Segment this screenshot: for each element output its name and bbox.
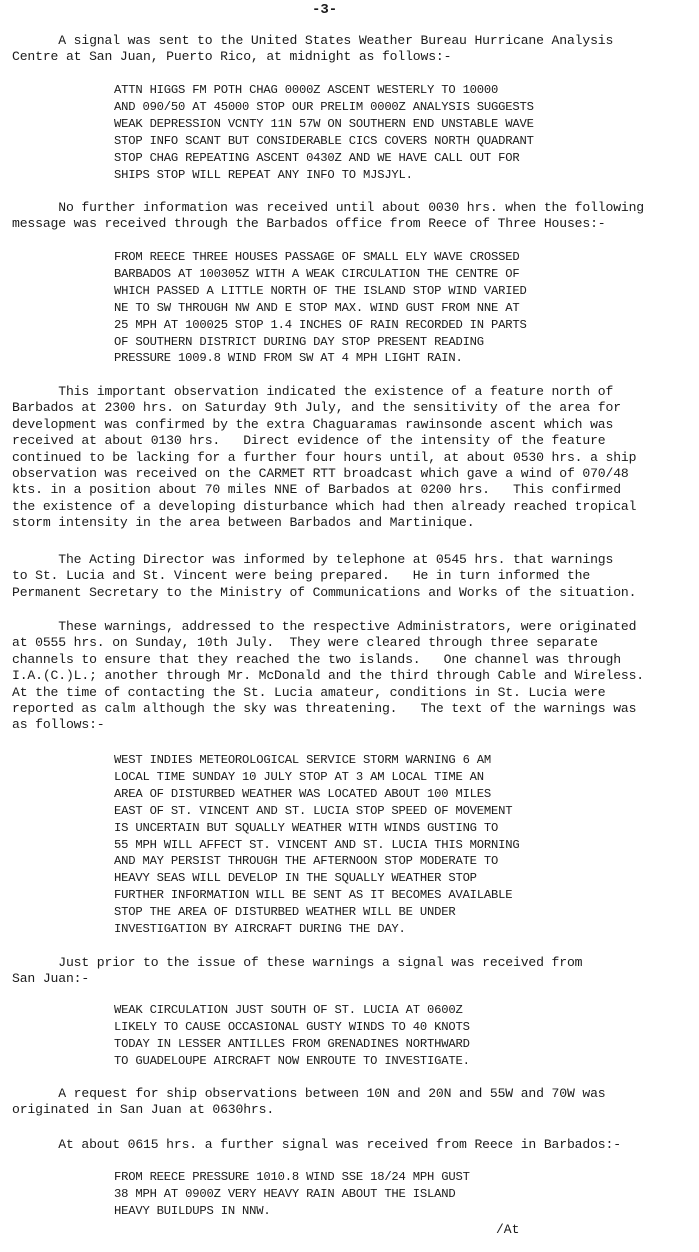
paragraph-acting-director: The Acting Director was informed by telephone at 0545 hrs. that warnings to St. Lucia and St. Vincent were being prepared. He in turn informed the Permanent Secretary to the Ministry of Communications and Works of the situation. <box>12 552 637 600</box>
message-reece-three-houses: FROM REECE THREE HOUSES PASSAGE OF SMALL ELY WAVE CROSSED BARBADOS AT 100305Z WITH A WEAK CIRCULATION THE CENTRE OF WHICH PASSED A LITTLE NORTH OF THE ISLAND STOP WIND VARIED NE TO SW THROUGH NW AND E STOP MAX. WIND GUST FROM NNE AT 25 MPH AT 100025 STOP 1.4 INCHES OF RAIN RECORDED IN PARTS OF SOUTHERN DISTRICT DURING DAY STOP PRESENT READING PRESSURE 1009.8 WIND FROM SW AT 4 MPH LIGHT RAIN. <box>114 250 527 366</box>
continuation-marker: /At <box>496 1222 520 1237</box>
message-attn-higgs: ATTN HIGGS FM POTH CHAG 0000Z ASCENT WESTERLY TO 10000 AND 090/50 AT 45000 STOP OUR PRELIM 0000Z ANALYSIS SUGGESTS WEAK DEPRESSION VCNTY 11N 57W ON SOUTHERN END UNSTABLE WAVE STOP INFO SCANT BUT CONSIDERABLE CICS COVERS NORTH QUADRANT STOP CHAG REPEATING ASCENT 0430Z AND WE HAVE CALL OUT FOR SHIPS STOP WILL REPEAT ANY INFO TO MJSJYL. <box>114 83 534 182</box>
paragraph-warnings: These warnings, addressed to the respective Administrators, were originated at 0555 hrs. on Sunday, 10th July. They were cleared through three separate channels to ensure that they reached the two islands. One channel was through I.A.(C.)L.; another through Mr. McDonald and the third through Cable and Wireless. At the time of contacting the St. Lucia amateur, conditions in St. Lucia were reported as calm although the sky was threatening. The text of the warnings was as follows:- <box>12 619 645 733</box>
page-number: -3- <box>312 2 338 18</box>
message-weak-circulation: WEAK CIRCULATION JUST SOUTH OF ST. LUCIA AT 0600Z LIKELY TO CAUSE OCCASIONAL GUSTY WINDS TO 40 KNOTS TODAY IN LESSER ANTILLES FROM GRENADINES NORTHWARD TO GUADELOUPE AIRCRAFT NOW ENROUTE TO INVESTIGATE. <box>114 1003 470 1068</box>
paragraph-request-ship-obs: A request for ship observations between 10N and 20N and 55W and 70W was originated in San Juan at 0630hrs. <box>12 1086 606 1118</box>
paragraph-signal-san-juan: A signal was sent to the United States Weather Bureau Hurricane Analysis Centre at San Juan, Puerto Rico, at midnight as follows:- <box>12 33 614 65</box>
paragraph-just-prior: Just prior to the issue of these warnings a signal was received from San Juan:- <box>12 955 583 987</box>
paragraph-no-further-info: No further information was received until about 0030 hrs. when the following message was received through the Barbados office from Reece of Three Houses:- <box>12 200 645 232</box>
message-reece-pressure: FROM REECE PRESSURE 1010.8 WIND SSE 18/24 MPH GUST 38 MPH AT 0900Z VERY HEAVY RAIN ABOUT THE ISLAND HEAVY BUILDUPS IN NNW. <box>114 1170 470 1218</box>
paragraph-important-observation: This important observation indicated the existence of a feature north of Barbados at 2300 hrs. on Saturday 9th July, and the sensitivity of the area for development was confirmed by the extra Chaguaramas rawinsonde ascent which was received at about 0130 hrs. Direct evidence of the intensity of the feature continued to be lacking for a further four hours until, at about 0530 hrs. a ship observation was received on the CARMET RTT broadcast which gave a wind of 070/48 kts. in a position about 70 miles NNE of Barbados at 0200 hrs. This confirmed the existence of a developing disturbance which had then already reached tropical storm intensity in the area between Barbados and Martinique. <box>12 384 637 531</box>
message-storm-warning: WEST INDIES METEOROLOGICAL SERVICE STORM WARNING 6 AM LOCAL TIME SUNDAY 10 JULY STOP AT 3 AM LOCAL TIME AN AREA OF DISTURBED WEATHER WAS LOCATED ABOUT 100 MILES EAST OF ST. VINCENT AND ST. LUCIA STOP SPEED OF MOVEMENT IS UNCERTAIN BUT SQUALLY WEATHER WITH WINDS GUSTING TO 55 MPH WILL AFFECT ST. VINCENT AND ST. LUCIA THIS MORNING AND MAY PERSIST THROUGH THE AFTERNOON STOP MODERATE TO HEAVY SEAS WILL DEVELOP IN THE SQUALLY WEATHER STOP FURTHER INFORMATION WILL BE SENT AS IT BECOMES AVAILABLE STOP THE AREA OF DISTURBED WEATHER WILL BE UNDER INVESTIGATION BY AIRCRAFT DURING THE DAY. <box>114 753 520 937</box>
paragraph-further-signal: At about 0615 hrs. a further signal was received from Reece in Barbados:- <box>12 1137 621 1152</box>
